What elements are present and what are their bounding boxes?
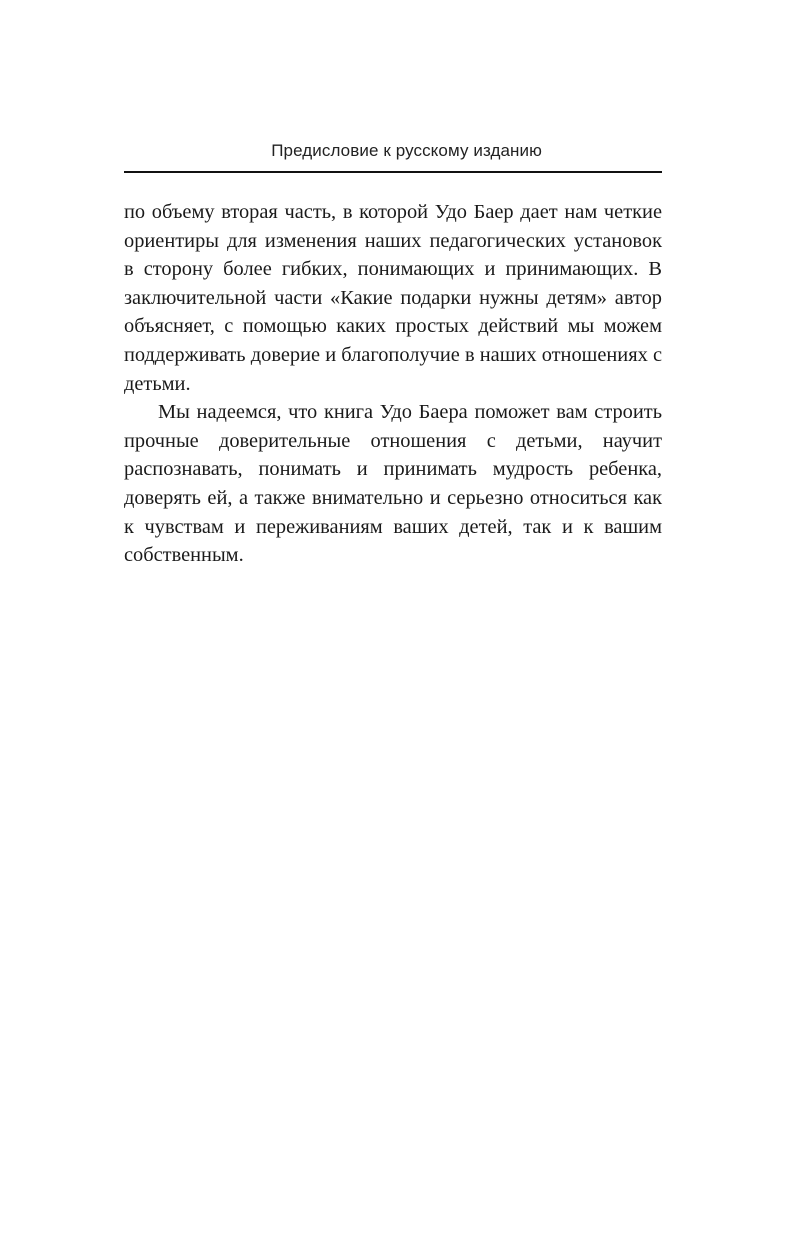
paragraph-1: по объему вторая часть, в которой Удо Баер дает нам четкие ориентиры для изменения наших педагогических установок в сторону более гибких, понимающих и принимающих. В заключительной части «Какие подарки нужны детям» автор объясняет, с помощью каких простых действий мы можем поддерживать доверие и благополучие в наших отношениях с детьми. [124,201,662,395]
running-header: Предисловие к русскому изданию [271,141,542,160]
body-text [124,198,662,570]
paragraph-2: Мы надеемся, что книга Удо Баера поможет вам строить прочные доверительные отношения с детьми, научит распознавать, понимать и принимать мудрость ребенка, доверять ей, а также внимательно и серьезно относиться как к чувствам и переживаниям ваших детей, так и к вашим собственным. [124,401,662,567]
header-rule [124,171,662,173]
